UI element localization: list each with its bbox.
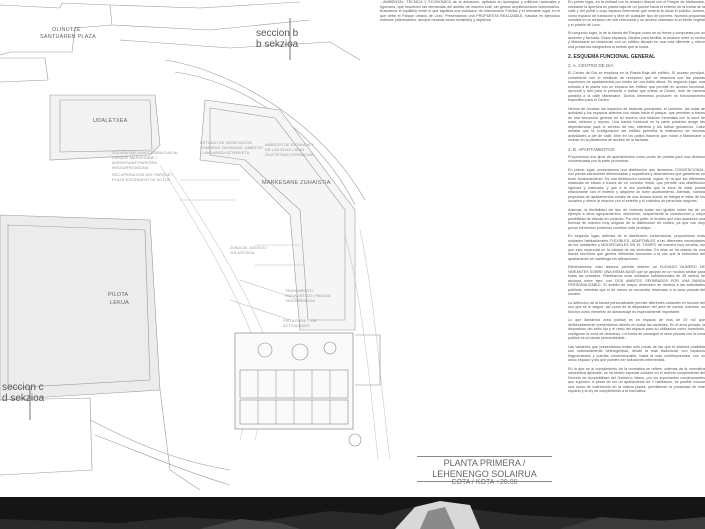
label-zona-juegos: ZONA DE JUEGOS / JOLASTOKIA [230,245,268,255]
text-column-right [568,0,705,500]
pilota-building [0,215,160,400]
text-paragraph: Ademas, la flexibilidad del tipo de vivienda todas son iguales sobre las de un ejemplo a otros agrupamientos, ofreciendo, simplemente la construccion y mejor posibilidad de estudio en conjunto. Por otra parte, el modelo que esto aparecen una formula de manera muy singular de la distribucion de costes, ya que con muy pocos elementos podemos construir este prototipo. [568,207,705,230]
text-paragraph: La definicion de la banda personalizable permite diferentes variantes en funcion del uso que se le asigne, asi como de la disposicion del area de cocina. Ademas, su funcion como elemento de almacenaje es especialmente importante. [568,300,705,314]
plan-title-line-2: LEHENENGO SOLAIRUA [432,469,537,479]
label-pilota-2: LEKUA [110,300,130,306]
label-markesane: MARKESANE ZUHAISTIA [262,180,331,186]
section-label-c [2,382,44,404]
heading-esquema-funcional: 2. ESQUEMA FUNCIONAL GENERAL [568,54,656,60]
section-label-b [256,28,298,50]
section-label-b-eu: b sekzioa [256,39,299,50]
note-tratamiento: TRATAMIENTO PAISAJISTICO / PAISAIA TRATAMENDUA [285,288,331,303]
text-paragraph: ...AMBIENTAL, TECNICA Y ECONOMICA de la actuacion, aplicada en tipologias y edificios racionales y rigorosos, que resuelven las demandas del ambito de manera sutil, sin gestos arquitectonicos innecesarios. Buscamos el equilibrio entre lo que significa una actuacion de Intervencion Publica y el relevante lugar en el que debe el Parque urbano de Lezo. Presentamos una PROPUESTA REALIZABLE, basada en ejercicios estrictos (interesantes, aunque muchas veces invisibles) y objetivos. [380,0,560,22]
label-pilota-1: PILOTA [108,292,129,298]
section-label-b-es: seccion b [256,28,299,39]
text-paragraph: Lo que llamamos area publica es un espacio de mas de 20 m2 que deliberadamente presentamos abierto en todas las variantes. En el area privada, la disposicion del baño fijo y el resto del espacio para su utilizacion como dormitorio, configuran la zona de descanso. La forma de conseguir el area privada con la zona publica es la banda personalizable. [568,318,705,340]
note-recuperacion: RECUPERACION DEL PARQUE / PLAZA ESCENARIO DE ACTOS [112,172,173,182]
text-paragraph: El Centro de Dia se emplaza en la Planta Baja del edificio. El acceso principal, coincidente con el vestibulo de recepcion que se relaciona con las plantas superiores de apartamentos por medio de una doble altura. En segundo lugar, una entrada a la planta con un espacio del edificio que permite en acceso funcional, opcional y faril para el personal o visitas que entran al Centro, todo de manera paralela a la calle Markesane. Dichos elementos producen un funcionamiento especifico para el Centro. [568,71,705,102]
heading-centro-de-dia: 2. A. CENTRO DE DIA [568,63,614,68]
building-outline [0,58,48,82]
text-paragraph: En segundo lugar, la de la banda del Parque como en su frente y compuesta por un ascenso y fachada. Estos espacios, ideales para facilitar la relacion entre el centro y Markesane se relacionan con un edificio situado en una cota diferente y ofrece una presencia integradora al ambito que la rodea. [568,31,705,49]
text-paragraph: Efectivamente, esto sistema permite obtener un ELEVADO NUMERO DE VARIANTES SOBRE UNA MISMA BASE que se apoyan en un modulo similar para todas las unidades. Planteamos unas unidades habitacionales de 45 metros de anchura entre ejes, con DOS AMBITOS SEPARADOS POR UNA BANDA PERSONALIZABLE. El ambito de mayor dimension se destina a las actividades publicas, mientras que el de menor se encuentra reservado a la zona privada del usuario. [568,265,705,296]
text-paragraph: En primer lugar, presentamos una distribucion que llamamos CONVENCIONAL, con piezas claramente diferenciadas y superficies y dimensiones que garantizan un buen funcionamiento. Es una distribucion racional, logica, en la que las diferentes estancias se sitúan a traves de un corredor lineal, que permite una distribucion rigurosa y ordenada, y que a la vez posibilita que la zona de estar pueda relacionarse con el exterior y adquiera un buen asoleamiento. Ademas, nuestra propuesta de apartamentos consta de una terraza donde se integra el estar de los usuarios y ofrece la relacion con el exterior y el colectivo de personas mayores. [568,167,705,203]
note-ambitos-estancia: AMBITOS DE ESTANCIA Y DE LAS EDAD / ADIN GUZTIETAKO ESPAZIOAK [265,142,314,157]
text-paragraph: Las variantes que presentamos tratan solo pocas de las que el sistema posibilita son ordenadamente heterogeneas, desde la mas tradicional, con espacios fragmentados y puertas convencionales, hasta la mas contemporanea, con un unico espacio y las que pueden ser soluciones intermedias. [568,344,705,362]
label-olinutze: OLINUTZE [52,27,81,33]
text-paragraph: En primer lugar, en la entidad con la relacion directa con el Parque de Markesane, mediante la apertura en planta baja de un porche hacia el exterior de la trama de la calle y del portal o cuyo espacio intermedio que ordena la hacia el publico. Ambos, como espacio de transicion y libre de cualquier tipo de porches. Nuestra propuesta consiste en la creacion de una vida social y un acceso ordenado a un frente vegetal y el pueblo de Lezo. [568,0,705,27]
label-santuaren-plaza: SANTUAREN PLAZA [40,34,96,40]
label-udaletxea: UDALETXEA [93,118,128,124]
text-paragraph: Proponemos dos tipos de apartamentos como punto de partida para una decision consensuada con la parte promotora. [568,154,705,163]
plan-cota: COTA / KOTA +20.00 [451,479,518,486]
plan-title-line-1: PLANTA PRIMERA / [443,458,526,468]
section-label-c-es: seccion c [2,382,44,393]
note-estudio: ESTUDIO DE VEGETACION, SOMBRAS, DENSIDAD, AMBITOS / LANDAREDI AZTERKETA [200,140,263,155]
text-paragraph: En lo que se al cumplimiento de la normativa se refiere, ademas de la normativa urbanistica aplicable, se ha tenido especial cuidado en el estricto cumplimiento del Decreto de Accesibilidad del Gobierno Vasco, por los importantes condicionantes que suponen. A pesar de ser un apartamento de 1 habitacion, es posible colocar una cama de matrimonio en la misma planta, permitiendo la privacidad de este espacio y la ley de cumplimiento a la normativa. [568,366,705,393]
note-accesibilidad: SOLVENTAR LA ACCESIBILIDAD AL PARQUE MARKESANE / MARKESANE PARKERA IRISGARRITASUNA [112,150,179,170]
heading-apartamentos: 2. B. APARTAMENTOS [568,146,615,152]
text-paragraph: Hemos de recalcar los espacios de estancia principales, el comedor, las salas de actividad y los espacios abiertos con vistas hacia el parque, que permiten a traves de una secuencia generar en su entorno una relacion inmediata con la zona de estar, relacion y reposo. Una banda funcional en la parte posterior acoge las dependencias para el servicio de bar, cafeteria y los baños geriatricos. Cabe señalar que la configuracion del edificio permitira la realizacion de muchas actividades a pie de calle, bien en los patios traseros que miran a Markesane o incluso en la plataforma de acceso de la fachada. [568,106,705,142]
photo-strip [0,497,705,529]
text-paragraph: En segundo lugar, ademas de la distribucion convencional, proponemos unas unidades habitacionales FLEXIBLES, ADAPTABLES a las diferentes necesidades de los habitantes y MODIFICABLES EN EL TIEMPO de manera muy sencilla, sin que esto repercuta en la calidad de las viviendas. En ellas se ha dotado de una banda servidora que genera diferentes funciones a la vez que la estructura del apartamento se mantenga sin alteraciones. [568,234,705,261]
note-pista: PISTA PARA ... DE ACTIVIDADES [283,318,317,328]
text-column-mid [380,0,560,40]
section-label-c-eu: d sekzioa [2,393,45,404]
